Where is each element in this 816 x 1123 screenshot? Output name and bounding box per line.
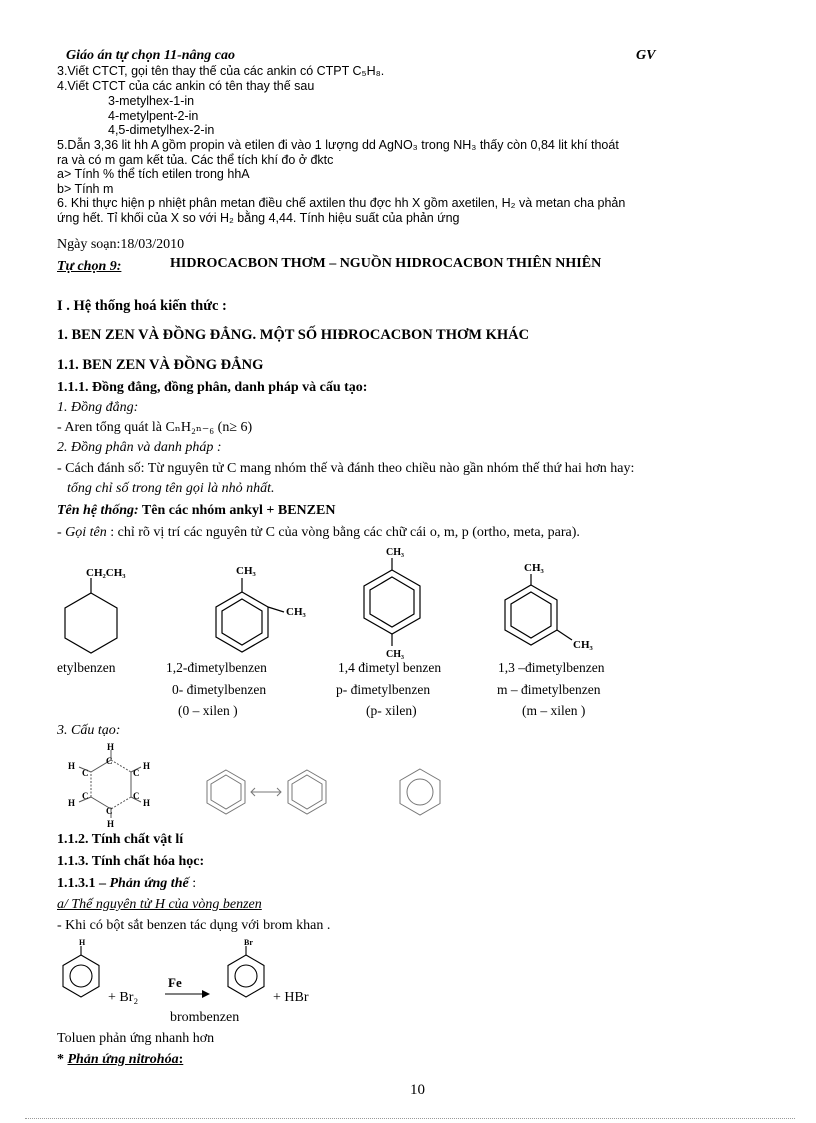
exercise-5a: a> Tính % thể tích etilen trong hhA [57, 167, 250, 181]
paragraph: - Cách đánh số: Từ nguyên tử C mang nhóm thế và đánh theo chiều nào gần nhóm thế thứ hai hơn hay: [57, 461, 635, 476]
exercise-4-item: 4,5-dimetylhex-2-in [108, 123, 215, 137]
subheading: a/ Thế nguyên tử H của vòng benzen [57, 897, 262, 912]
atom-h: H [68, 761, 76, 771]
footer-rule [25, 1118, 795, 1119]
p-xylene-structure [364, 547, 420, 660]
exercise-5-line2: ra và có m gam kết tủa. Các thể tích khí đo ở đktc [57, 153, 334, 167]
exercise-6-line2: ứng hết. Tỉ khối của X so với H₂ bằng 4,44. Tính hiệu suất của phản ứng [57, 211, 460, 225]
o-xylene-structure [216, 565, 307, 652]
text: Tên các nhóm ankyl + BENZEN [138, 503, 336, 518]
page-number: 10 [410, 1082, 425, 1098]
methyl-label: CH₃ [386, 649, 404, 660]
section-heading [57, 1052, 183, 1068]
prefix: * [57, 1052, 68, 1067]
methyl-label: CH₃ [236, 565, 256, 577]
structure-title: 3. Cấu tạo: [57, 723, 121, 738]
subheading: 1. Đồng đẳng: [57, 400, 139, 415]
br-label: Br [244, 938, 253, 947]
paragraph: tổng chỉ số trong tên gọi là nhỏ nhất. [67, 481, 275, 496]
header-author: GV [636, 48, 656, 63]
ethylbenzene-structure [65, 567, 126, 653]
compound-name: (m – xilen ) [522, 703, 586, 718]
emphasis: Phản ứng nitrohóa [67, 1052, 179, 1067]
section-heading [57, 876, 196, 892]
paragraph [57, 525, 580, 541]
atom-c: C [106, 806, 113, 816]
section-heading: 1.1.3. Tính chất hóa học: [57, 854, 205, 869]
emphasis: Phản ứng thế [109, 876, 189, 891]
section-heading: 1.1. BEN ZEN VÀ ĐỒNG ĐẲNG [57, 357, 264, 373]
prefix: 1.1.3.1 – [57, 876, 110, 891]
benzene-structures [0, 540, 816, 660]
h-label: H [79, 938, 86, 947]
atom-c: C [82, 791, 89, 801]
methyl-label: CH₃ [524, 562, 544, 574]
header-title: Giáo án tự chọn 11-nâng cao [66, 48, 236, 63]
atom-h: H [107, 742, 115, 752]
compound-name: 1,3 –đimetylbenzen [498, 660, 605, 675]
atom-c: C [106, 756, 113, 766]
compound-name: m – đimetylbenzen [497, 682, 601, 697]
compound-name: 1,2-đimetylbenzen [166, 660, 267, 675]
suffix: : [188, 876, 197, 891]
atom-h: H [68, 798, 76, 808]
exercise-5-line1: 5.Dẫn 3,36 lit hh A gồm propin và etilen đi vào 1 lượng dd AgNO₃ trong NH₃ thấy còn 0,84 lit khí thoát [57, 138, 619, 152]
exercise-4-item: 3-metylhex-1-in [108, 94, 195, 108]
catalyst-label: Fe [168, 975, 182, 990]
date-line: Ngày soạn:18/03/2010 [57, 237, 185, 252]
atom-h: H [107, 819, 115, 829]
label: Tên hệ thống: [57, 503, 139, 518]
exercise-4: 4.Viết CTCT của các ankin có tên thay thế sau [57, 79, 315, 93]
ethyl-group-label: CH₂CH₃ [86, 567, 126, 579]
text: : chỉ rõ vị trí các nguyên tử C của vòng bằng các chữ cái o, m, p (ortho, meta, para). [106, 525, 580, 540]
section-heading: I . Hệ thống hoá kiến thức : [57, 298, 227, 314]
paragraph: Toluen phản ứng nhanh hơn [57, 1031, 215, 1046]
exercise-3: 3.Viết CTCT, gọi tên thay thế của các ankin có CTPT C₅H₈. [57, 64, 385, 78]
product-name: brombenzen [170, 1010, 240, 1025]
kekule-structures [55, 742, 475, 832]
exercise-6-line1: 6. Khi thực hiện p nhiệt phân metan điều chế axtilen thu đợc hh X gồm axetilen, H₂ và metan cha phản [57, 196, 626, 210]
section-heading: 1.1.2. Tính chất vật lí [57, 832, 184, 847]
atom-h: H [143, 761, 151, 771]
suffix: : [178, 1052, 184, 1067]
aromatic-benzene [400, 769, 440, 815]
atom-h: H [143, 798, 151, 808]
compound-name: etylbenzen [57, 660, 116, 675]
subheading: 2. Đồng phân và danh pháp : [57, 440, 222, 455]
section-heading: 1. BEN ZEN VÀ ĐỒNG ĐẲNG. MỘT SỐ HIĐROCACBON THƠM KHÁC [57, 327, 530, 343]
atom-c: C [133, 791, 140, 801]
methyl-label: CH₃ [286, 606, 306, 618]
topic-title: HIDROCACBON THƠM – NGUỒN HIDROCACBON THIÊN NHIÊN [170, 256, 602, 271]
exercise-4-item: 4-metylpent-2-in [108, 109, 199, 123]
reactant-label: + Br₂ [108, 990, 139, 1005]
topic-label: Tự chọn 9: [57, 259, 122, 274]
atom-c: C [133, 768, 140, 778]
m-xylene-structure [505, 562, 594, 651]
section-heading: 1.1.1. Đồng đẳng, đồng phân, danh pháp và cấu tạo: [57, 380, 368, 395]
resonance-pair [207, 770, 326, 814]
compound-name: 0- đimetylbenzen [172, 682, 267, 697]
product-label: + HBr [273, 990, 309, 1005]
methyl-label: CH₃ [573, 639, 593, 651]
atom-c: C [82, 768, 89, 778]
compound-name: p- đimetylbenzen [336, 682, 431, 697]
exercise-5b: b> Tính m [57, 182, 114, 196]
methyl-label: CH₃ [386, 547, 404, 558]
paragraph: - Aren tổng quát là CₙH₂ₙ₋₆ (n≥ 6) [57, 420, 253, 435]
compound-name: (p- xilen) [366, 703, 417, 718]
label: - Gọi tên [57, 525, 107, 540]
compound-name: 1,4 đimetyl benzen [338, 660, 442, 675]
paragraph: - Khi có bột sắt benzen tác dụng với brom khan . [57, 918, 331, 933]
structure-heading [57, 723, 120, 739]
compound-name: (0 – xilen ) [178, 703, 238, 718]
paragraph [57, 503, 335, 519]
